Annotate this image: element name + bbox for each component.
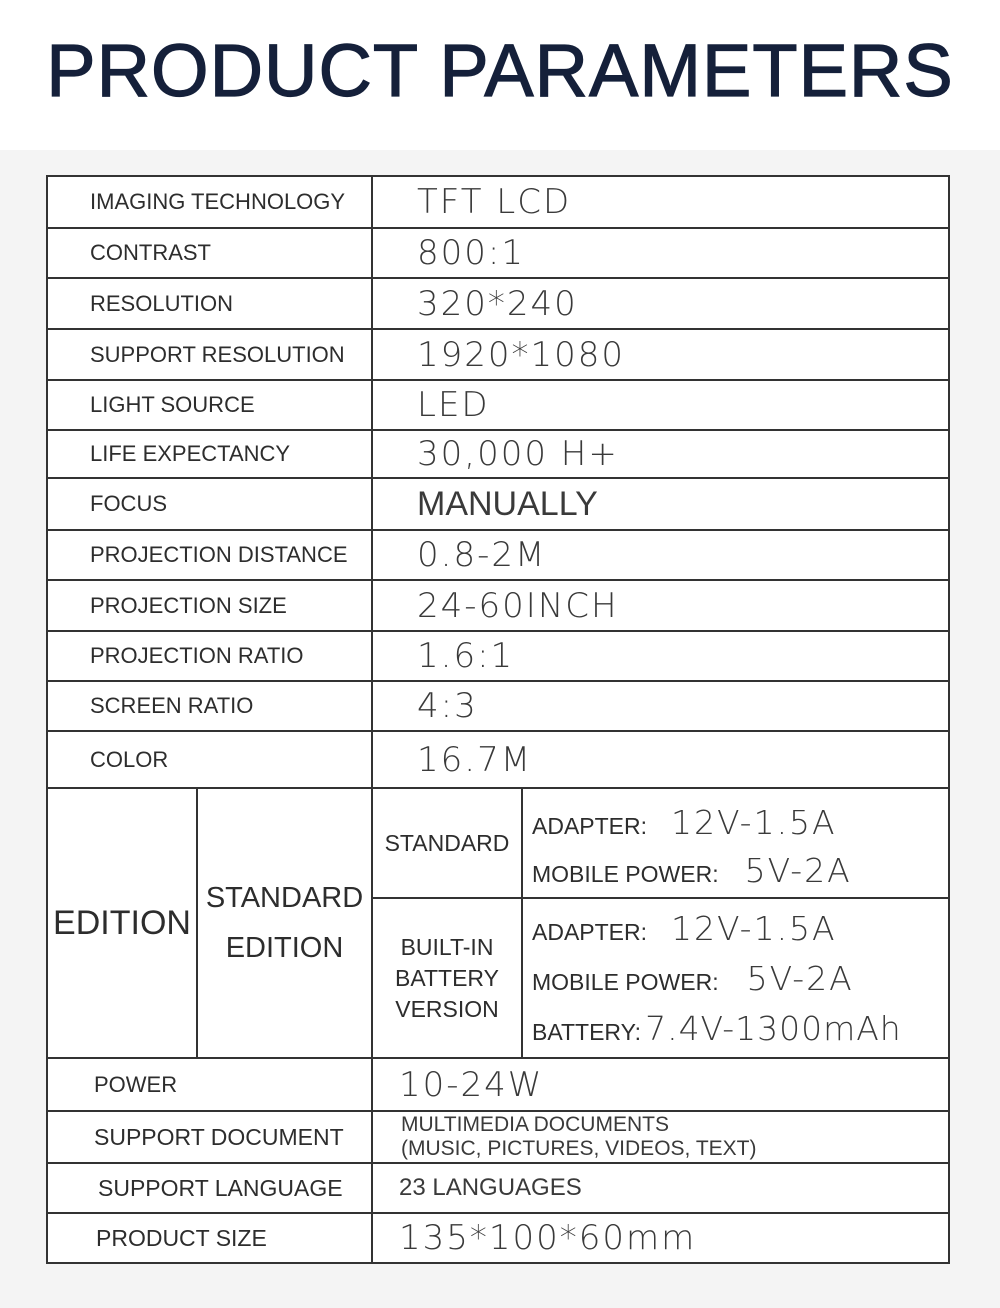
spec-value: 12V-1.5A xyxy=(671,803,837,842)
standard-version-specs xyxy=(523,789,948,899)
standard-version-label: STANDARD xyxy=(373,789,523,899)
spec-label: RESOLUTION xyxy=(48,279,373,328)
spec-label: COLOR xyxy=(48,732,373,787)
spec-value: MANUALLY xyxy=(417,484,598,523)
spec-label: LIFE EXPECTANCY xyxy=(48,431,373,477)
spec-value: 320*240 xyxy=(417,283,578,324)
battery-version-line1: BUILT-IN xyxy=(400,933,494,960)
battery-adapter-spec xyxy=(532,909,837,948)
spec-value: 10-24W xyxy=(399,1064,544,1105)
spec-row-life-expectancy xyxy=(48,431,948,479)
battery-version-line2: BATTERY xyxy=(395,964,499,991)
spec-label: IMAGING TECHNOLOGY xyxy=(48,177,373,227)
spec-key: BATTERY: xyxy=(532,1019,642,1045)
document-types-line2: (MUSIC, PICTURES, VIDEOS, TEXT) xyxy=(401,1137,757,1160)
spec-label: SCREEN RATIO xyxy=(48,682,373,730)
battery-capacity-spec xyxy=(532,1009,902,1048)
spec-value: 5V-2A xyxy=(746,959,854,998)
spec-key: ADAPTER: xyxy=(532,813,648,839)
edition-name-line1: STANDARD xyxy=(205,882,364,914)
spec-row-screen-ratio xyxy=(48,682,948,732)
spec-value: 0.8-2M xyxy=(417,535,547,575)
spec-value: 1.6:1 xyxy=(417,636,515,676)
spec-row-power xyxy=(48,1059,948,1112)
spec-value: 7.4V-1300mAh xyxy=(645,1009,902,1048)
document-types-line1: MULTIMEDIA DOCUMENTS xyxy=(401,1113,669,1136)
spec-row-support-document xyxy=(48,1112,948,1164)
spec-value: 5V-2A xyxy=(744,851,852,890)
battery-version-line3: VERSION xyxy=(395,995,499,1022)
spec-row-product-size xyxy=(48,1214,948,1262)
edition-block xyxy=(48,789,948,1059)
spec-label: POWER xyxy=(48,1059,373,1110)
spec-row-focus xyxy=(48,479,948,531)
spec-row-support-resolution xyxy=(48,330,948,381)
spec-value: 4:3 xyxy=(417,686,478,726)
edition-name-line2: EDITION xyxy=(225,932,344,964)
spec-row-projection-ratio xyxy=(48,632,948,682)
spec-row-imaging-technology xyxy=(48,177,948,229)
spec-value: TFT LCD xyxy=(417,182,572,222)
spec-label: CONTRAST xyxy=(48,229,373,277)
spec-label: PROJECTION DISTANCE xyxy=(48,531,373,579)
page-title: PRODUCT PARAMETERS xyxy=(46,29,954,112)
battery-version-specs xyxy=(523,899,948,1057)
edition-label: EDITION xyxy=(48,789,198,1057)
spec-key: MOBILE POWER: xyxy=(532,969,719,995)
spec-table xyxy=(46,175,950,1264)
spec-row-projection-distance xyxy=(48,531,948,581)
standard-adapter-spec xyxy=(532,803,837,842)
battery-mobile-spec xyxy=(532,959,854,998)
spec-label: PRODUCT SIZE xyxy=(48,1214,373,1262)
spec-value: 30,000 H+ xyxy=(417,434,619,474)
spec-value: 135*100*60mm xyxy=(399,1218,697,1258)
edition-name xyxy=(198,789,373,1057)
spec-row-light-source xyxy=(48,381,948,431)
spec-row-color xyxy=(48,732,948,789)
spec-label: LIGHT SOURCE xyxy=(48,381,373,429)
spec-row-contrast xyxy=(48,229,948,279)
spec-value: 800:1 xyxy=(417,233,525,273)
spec-value: 1920*1080 xyxy=(417,334,626,375)
spec-label: SUPPORT LANGUAGE xyxy=(48,1164,373,1212)
spec-key: ADAPTER: xyxy=(532,919,648,945)
spec-row-resolution xyxy=(48,279,948,330)
spec-value xyxy=(373,1112,948,1162)
spec-label: SUPPORT DOCUMENT xyxy=(48,1112,373,1162)
spec-label: PROJECTION RATIO xyxy=(48,632,373,680)
spec-value: 16.7M xyxy=(417,739,533,780)
spec-row-support-language xyxy=(48,1164,948,1214)
header-banner xyxy=(0,0,1000,150)
standard-mobile-spec xyxy=(532,851,852,890)
battery-version-label xyxy=(373,899,523,1057)
spec-key: MOBILE POWER: xyxy=(532,861,719,887)
spec-label: PROJECTION SIZE xyxy=(48,581,373,630)
spec-value: 24-60INCH xyxy=(417,585,619,626)
spec-value: LED xyxy=(417,385,490,425)
spec-label: FOCUS xyxy=(48,479,373,529)
spec-value: 12V-1.5A xyxy=(671,909,837,948)
spec-label: SUPPORT RESOLUTION xyxy=(48,330,373,379)
spec-value: 23 LANGUAGES xyxy=(399,1174,582,1201)
spec-row-projection-size xyxy=(48,581,948,632)
